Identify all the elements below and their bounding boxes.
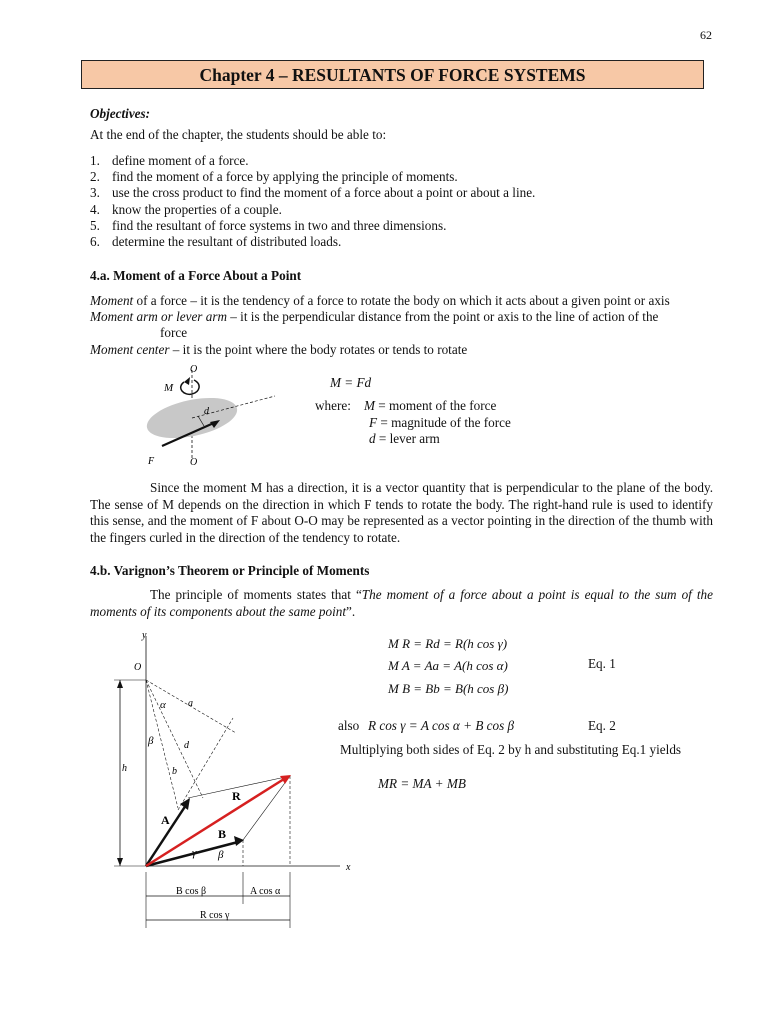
label-dim-a: A cos α [250, 886, 281, 897]
multiply-text: Multiplying both sides of Eq. 2 by h and substituting Eq.1 yields [340, 742, 682, 757]
objective-item: 1. define moment of a force. [90, 153, 249, 168]
objective-item: 3. use the cross product to find the moment of a force about a point or about a line. [90, 185, 536, 200]
chapter-title: Chapter 4 – RESULTANTS OF FORCE SYSTEMS [81, 60, 704, 89]
definition-moment-arm: Moment arm or lever arm – it is the perpendicular distance from the point or axis to the line of action of the [90, 309, 659, 324]
result-equation: MR = MA + MB [378, 776, 466, 791]
definition-moment-center: Moment center – it is the point where the body rotates or tends to rotate [90, 342, 468, 357]
label-dim-r: R cos γ [200, 910, 230, 921]
principle-paragraph: The principle of moments states that “The moment of a force about a point is equal to the sum of the moments of its components about the same point”. [90, 587, 713, 619]
where-item-m: M = moment of the force [364, 398, 497, 413]
equation-mr: M R = Rd = R(h cos γ) [388, 636, 508, 651]
objective-item: 6. determine the resultant of distributed loads. [90, 234, 342, 249]
label-d: d [204, 406, 209, 417]
label-d: d [184, 740, 189, 751]
equation-2: R cos γ = A cos α + B cos β [368, 718, 515, 733]
moment-formula: M = Fd [330, 375, 372, 390]
eq2-label: Eq. 2 [588, 718, 616, 733]
section-b-heading: 4.b. Varignon’s Theorem or Principle of Moments [90, 563, 370, 578]
label-b: b [172, 766, 177, 777]
label-o: O [134, 662, 142, 673]
also-label: also [338, 718, 360, 733]
rotation-arrowhead [184, 377, 190, 385]
line-d [146, 680, 203, 798]
equation-ma: M A = Aa = A(h cos α) [388, 658, 508, 673]
label-alpha: α [160, 699, 166, 711]
label-m: M [164, 382, 174, 394]
extension-1 [178, 718, 233, 810]
label-vector-r: R [232, 789, 241, 803]
where-item-d: d = lever arm [369, 431, 440, 446]
label-o-top: O [190, 364, 198, 375]
where-item-f: F = magnitude of the force [369, 415, 511, 430]
where-label: where: [315, 398, 351, 413]
objective-item: 4. know the properties of a couple. [90, 202, 282, 217]
label-y: y [142, 630, 147, 641]
objectives-heading: Objectives: [90, 106, 151, 121]
definition-moment-arm-cont: force [160, 325, 188, 340]
vector-b-head [234, 836, 244, 846]
label-f: F [148, 456, 155, 467]
label-h: h [122, 763, 127, 774]
label-a: a [188, 698, 193, 709]
rotation-arrow-icon [181, 380, 199, 394]
label-beta-top: β [148, 735, 154, 747]
label-vector-b: B [218, 827, 227, 841]
eq1-label: Eq. 1 [588, 656, 616, 671]
parallelogram-right [243, 776, 290, 840]
label-beta-bottom: β [218, 849, 224, 861]
equation-mb: M B = Bb = B(h cos β) [388, 681, 509, 696]
moment-diagram [140, 360, 290, 470]
definition-moment: Moment of a force – it is the tendency of a force to rotate the body on which it acts about a given point or axis [90, 293, 670, 308]
objective-item: 5. find the resultant of force systems in two and three dimensions. [90, 218, 447, 233]
label-x: x [346, 862, 351, 873]
objectives-intro: At the end of the chapter, the students should be able to: [90, 127, 387, 142]
h-arrow-top [117, 680, 123, 688]
label-dim-b: B cos β [176, 886, 207, 897]
label-vector-a: A [161, 813, 170, 827]
section-a-heading: 4.a. Moment of a Force About a Point [90, 268, 302, 283]
varignon-diagram [108, 628, 358, 938]
page-number: 62 [700, 28, 712, 42]
label-o-bottom: O [190, 457, 198, 468]
moment-vector-paragraph: Since the moment M has a direction, it is a vector quantity that is perpendicular to the plane of the body. The sense of M depends on the direction in which F tends to rotate the body. The right-hand rule is used to identify this sense, and the moment of F about O-O may be represented as a vector pointing in the direction of the thumb with the fingers curled in the direction of the tendency to rotate. [90, 480, 713, 545]
objective-item: 2. find the moment of a force by applying the principle of moments. [90, 169, 458, 184]
h-arrow-bottom [117, 858, 123, 866]
